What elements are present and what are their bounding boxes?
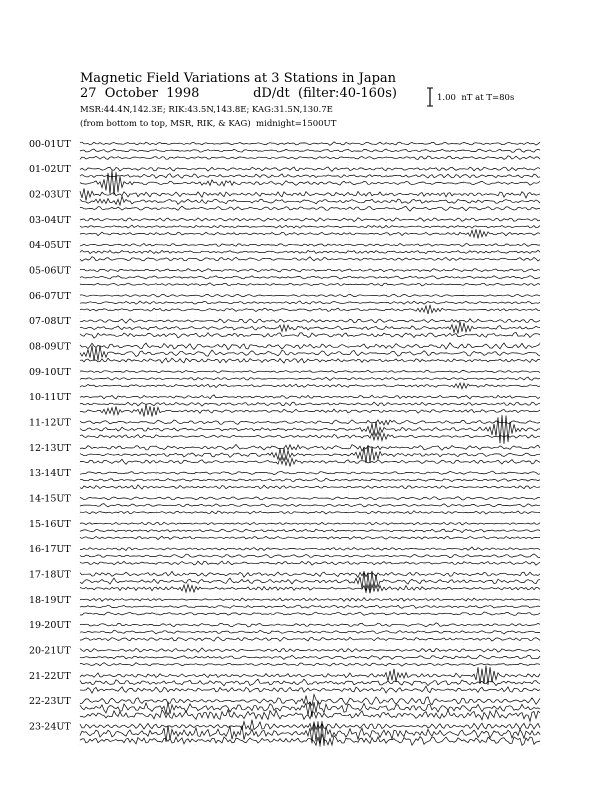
hour-row-label: 17-18UT: [29, 569, 71, 581]
station-trace-rik: [80, 149, 540, 152]
hour-row: [29, 544, 540, 565]
hour-row-label: 16-17UT: [29, 544, 71, 556]
station-trace-kag: [80, 269, 540, 272]
hour-row: [29, 367, 540, 389]
hour-row-label: 13-14UT: [29, 468, 71, 480]
hour-row-label: 06-07UT: [29, 290, 71, 302]
station-trace-rik: [80, 529, 540, 533]
station-trace-rik: [80, 250, 540, 253]
hour-row-label: 19-20UT: [29, 620, 71, 632]
hour-row-label: 00-01UT: [29, 138, 71, 150]
scale-bar-label: 1.00 nT at T=80s: [437, 93, 515, 103]
station-coordinates: MSR:44.4N,142.3E; RIK:43.5N,143.8E; KAG:31.5N,130.7E: [80, 105, 333, 115]
trace-order-note: (from bottom to top, MSR, RIK, & KAG) midnight=1500UT: [80, 119, 337, 129]
station-trace-msr: [80, 358, 540, 363]
station-trace-rik: [80, 345, 540, 360]
hour-row-label: 15-16UT: [29, 518, 71, 530]
hour-row-label: 01-02UT: [29, 164, 71, 176]
hour-row: [29, 316, 540, 338]
hour-row-label: 12-13UT: [29, 442, 71, 454]
station-trace-rik: [80, 196, 540, 205]
hour-row: [29, 443, 540, 467]
hour-row: [29, 342, 540, 364]
chart-title: Magnetic Field Variations at 3 Stations in Japan: [80, 71, 397, 86]
time-grid: [80, 138, 540, 746]
station-trace-kag: [80, 319, 540, 324]
hour-row-label: 21-22UT: [29, 670, 71, 682]
station-trace-rik: [80, 377, 540, 380]
hour-row-label: 20-21UT: [29, 645, 71, 657]
station-trace-rik: [80, 605, 540, 608]
hour-row-label: 18-19UT: [29, 594, 71, 606]
scale-bar: [427, 88, 433, 106]
date-and-filter: 27 October 1998 dD/dt (filter:40-160s): [80, 86, 397, 101]
station-trace-kag: [80, 142, 540, 146]
station-trace-msr: [80, 536, 540, 539]
hour-row: [29, 392, 540, 416]
station-trace-kag: [80, 167, 540, 172]
hour-row-label: 14-15UT: [29, 493, 71, 505]
station-trace-kag: [80, 218, 540, 222]
station-trace-rik: [80, 478, 540, 481]
hour-row-label: 23-24UT: [29, 721, 71, 733]
hour-row: [29, 694, 540, 721]
hour-row: [29, 519, 540, 540]
hour-row-label: 03-04UT: [29, 214, 71, 226]
hour-row-label: 09-10UT: [29, 366, 71, 378]
hour-row-label: 11-12UT: [29, 417, 71, 429]
hour-row-label: 05-06UT: [29, 265, 71, 277]
hour-row-label: 08-09UT: [29, 341, 71, 353]
hour-row-label: 04-05UT: [29, 240, 71, 252]
hour-row-label: 22-23UT: [29, 696, 71, 708]
hour-row: [29, 164, 540, 195]
station-trace-rik: [80, 301, 540, 304]
station-trace-msr: [80, 283, 540, 286]
hour-row-label: 07-08UT: [29, 316, 71, 328]
station-trace-msr: [80, 433, 540, 441]
hour-row-label: 02-03UT: [29, 189, 71, 201]
station-trace-kag: [80, 666, 540, 685]
hour-row-label: 10-11UT: [29, 392, 71, 404]
